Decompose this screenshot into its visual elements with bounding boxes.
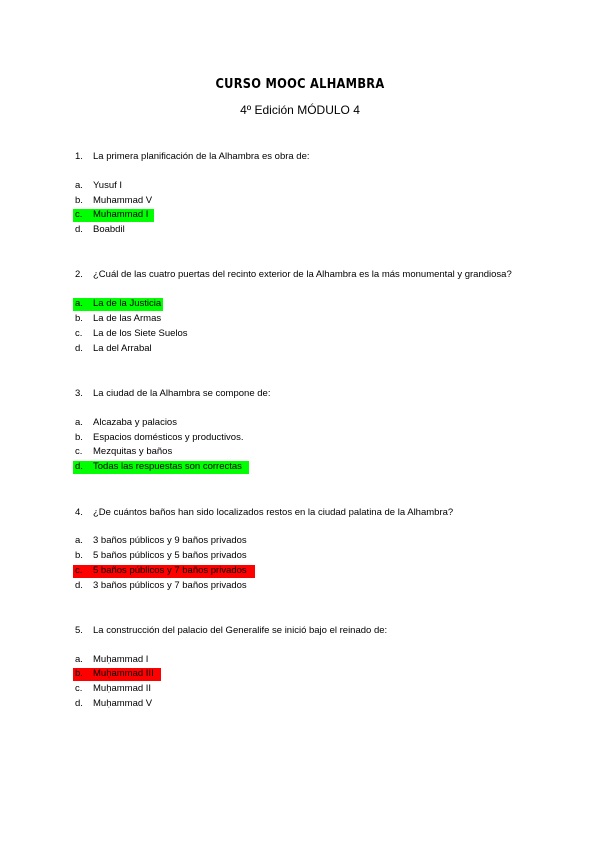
option-text: La de los Siete Suelos xyxy=(93,328,188,339)
option-text: Muhammad I xyxy=(93,209,149,220)
option-letter: b. xyxy=(75,195,83,206)
option-text: Alcazaba y palacios xyxy=(93,417,177,428)
option-letter: a. xyxy=(75,654,83,665)
option-letter: b. xyxy=(75,550,83,561)
option-text: 5 baños públicos y 5 baños privados xyxy=(93,550,247,561)
option-letter: d. xyxy=(75,343,83,354)
option-text: Muhammad V xyxy=(93,195,153,206)
option-text: Muḥammad I xyxy=(93,654,149,665)
option-letter: b. xyxy=(75,668,83,679)
option-text: 3 baños públicos y 7 baños privados xyxy=(93,580,247,591)
option-text: La de la Justicia xyxy=(93,298,162,309)
option-letter: a. xyxy=(75,417,83,428)
option-letter: c. xyxy=(75,328,83,339)
option-letter: b. xyxy=(75,432,83,443)
option-letter: d. xyxy=(75,698,83,709)
option-text: 5 baños públicos y 7 baños privados xyxy=(93,565,247,576)
option-text: Mezquitas y baños xyxy=(93,446,173,457)
question-number: 4. xyxy=(75,507,83,518)
option-letter: c. xyxy=(75,209,83,220)
option-text: Espacios domésticos y productivos. xyxy=(93,432,244,443)
question-number: 5. xyxy=(75,625,83,636)
document-subtitle: 4º Edición MÓDULO 4 xyxy=(240,103,360,117)
option-letter: b. xyxy=(75,313,83,324)
option-text: Boabdil xyxy=(93,224,125,235)
option-letter: c. xyxy=(75,683,83,694)
option-text: Yusuf I xyxy=(93,180,123,191)
option-letter: d. xyxy=(75,580,83,591)
question-text: ¿De cuántos baños han sido localizados restos en la ciudad palatina de la Alhambra? xyxy=(93,507,454,518)
option-letter: a. xyxy=(75,535,83,546)
question-number: 2. xyxy=(75,269,83,280)
option-text: Todas las respuestas son correctas xyxy=(93,461,242,472)
option-letter: a. xyxy=(75,298,83,309)
question-text: La ciudad de la Alhambra se compone de: xyxy=(93,388,271,399)
option-letter: a. xyxy=(75,180,83,191)
option-letter: d. xyxy=(75,224,83,235)
option-text: La de las Armas xyxy=(93,313,162,324)
option-text: Muḥammad V xyxy=(93,698,153,709)
option-letter: c. xyxy=(75,446,83,457)
option-text: Muḥammad II xyxy=(93,683,152,694)
question-number: 1. xyxy=(75,151,83,162)
option-text: Muḥammad III xyxy=(93,668,154,679)
document-title: CURSO MOOC ALHAMBRA xyxy=(215,77,385,92)
option-text: La del Arrabal xyxy=(93,343,152,354)
question-text: ¿Cuál de las cuatro puertas del recinto exterior de la Alhambra es la más monumental y grandiosa? xyxy=(93,269,512,280)
question-text: La construcción del palacio del Generalife se inició bajo el reinado de: xyxy=(93,625,388,636)
option-letter: d. xyxy=(75,461,83,472)
option-text: 3 baños públicos y 9 baños privados xyxy=(93,535,247,546)
question-number: 3. xyxy=(75,388,83,399)
question-text: La primera planificación de la Alhambra es obra de: xyxy=(93,151,310,162)
option-letter: c. xyxy=(75,565,83,576)
